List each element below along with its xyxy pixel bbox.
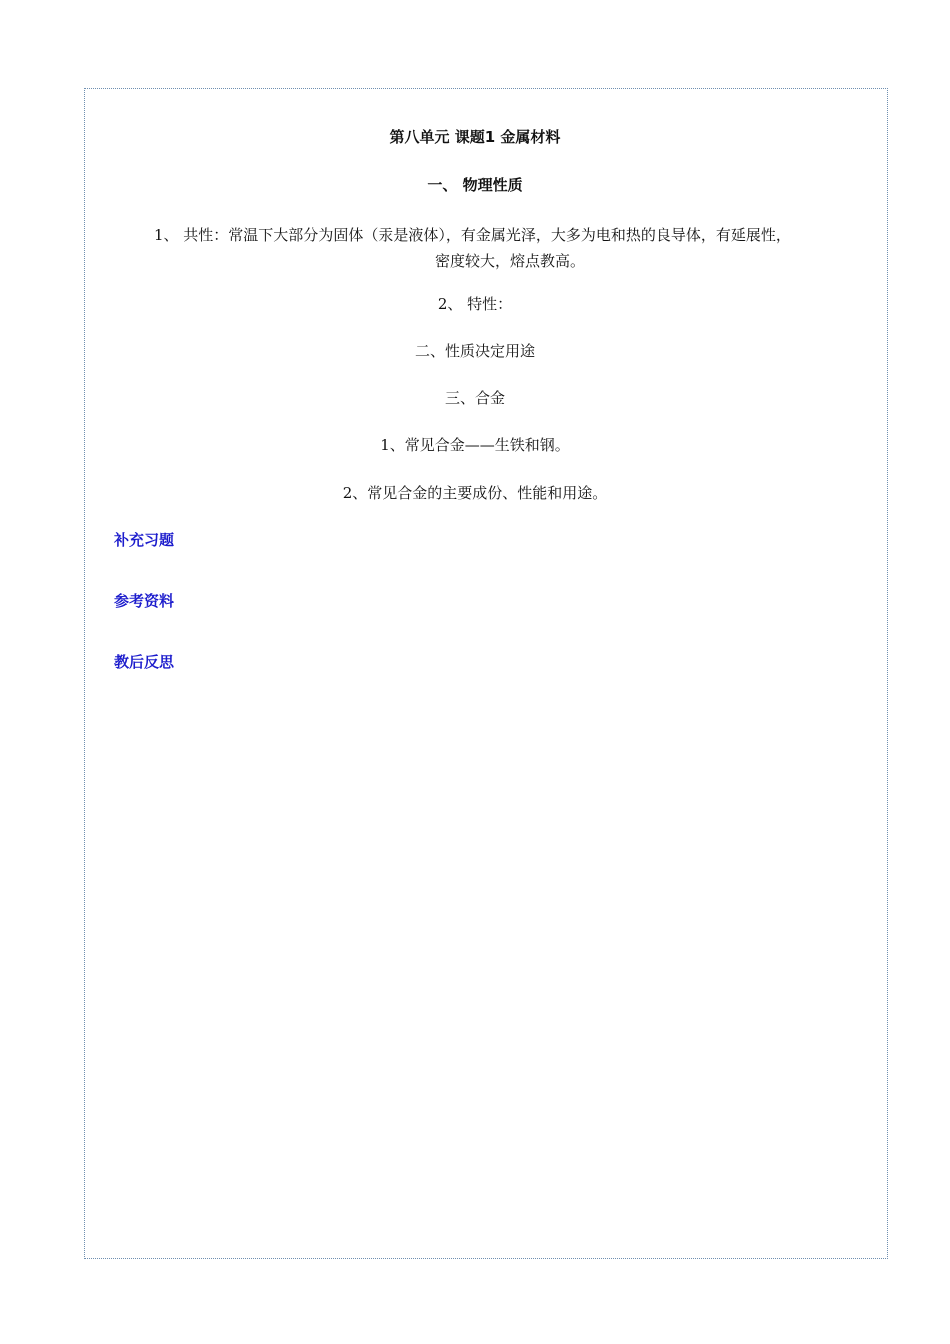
heading-alloys: 三、合金: [444, 389, 505, 407]
alloy-item-2: 2、常见合金的主要成份、性能和用途。: [342, 484, 608, 502]
alloy-item-1: 1、常见合金——生铁和钢。: [380, 436, 570, 454]
common-properties-paragraph: [140, 222, 880, 274]
section-teaching-reflection: 教后反思: [114, 653, 175, 671]
common-properties-line-2: 密度较大，熔点教高。: [434, 252, 585, 270]
heading-properties-determine-use: 二、性质决定用途: [414, 342, 535, 360]
document-title: 第八单元 课题1 金属材料: [389, 128, 561, 146]
section-reference-materials: 参考资料: [114, 592, 175, 610]
special-properties: 2、 特性：: [437, 295, 513, 313]
heading-physical-properties: 一、 物理性质: [427, 176, 523, 194]
common-properties-line-1: 1、 共性：常温下大部分为固体（汞是液体），有金属光泽，大多为电和热的良导体，有延展性，: [154, 226, 791, 244]
section-supplementary-exercises: 补充习题: [114, 531, 175, 549]
